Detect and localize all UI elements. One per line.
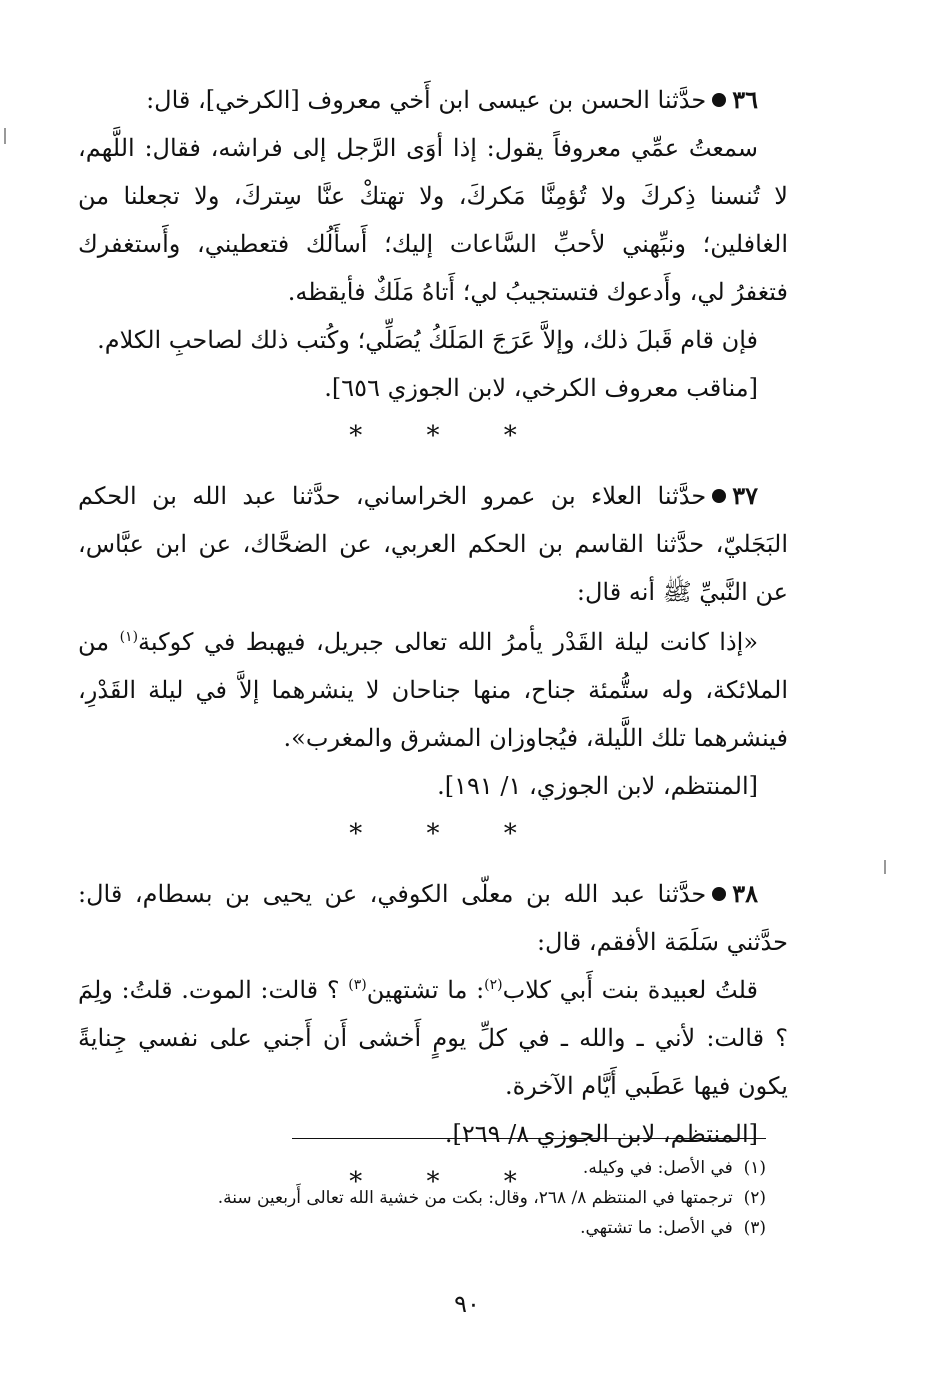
scan-mark (4, 128, 6, 144)
bullet-dot-icon (712, 887, 726, 901)
entry-number: ٣٨ (732, 879, 758, 908)
entry-source: [المنتظم، لابن الجوزي ٨/ ٢٦٩]. (444, 1120, 758, 1148)
entry-text (78, 966, 788, 1110)
footnote-marker: (١) (743, 1158, 766, 1178)
page-number: ٩٠ (454, 1290, 480, 1318)
entry-37 (78, 472, 788, 810)
entry-number: ٣٦ (732, 85, 758, 114)
section-separator: * * * (349, 819, 545, 849)
page-body (78, 76, 788, 1218)
isnad-text: حدَّثنا العلاء بن عمرو الخراساني، حدَّثنا عبد الله بن الحكم البَجَليّ، حدَّثنا القاسم بن الحكم العربي، عن الضحَّاك، عن ابن عبَّاس، عن النَّبيِّ ﷺ أنه قال: (78, 482, 788, 606)
text-segment: من الملائكة، وله ستُّمئة جناح، منها جناحان لا ينشرهما إلاَّ في ليلة القَدْرِ، فينشرهما تلك اللَّيلة، فيُجاوزان المشرق والمغرب». (78, 628, 788, 752)
entry-text (78, 618, 788, 762)
footnote-item (78, 1213, 788, 1243)
footnote-divider (292, 1138, 766, 1139)
section-separator: * * * (349, 1167, 545, 1197)
footnote-text: في الأصل: في وكيله. (582, 1158, 733, 1178)
entry-isnad (78, 76, 788, 124)
footnote-marker: (٣) (743, 1218, 766, 1238)
footnote-ref[interactable]: (١) (119, 629, 139, 645)
footnote-text: في الأصل: ما تشتهي. (580, 1218, 733, 1238)
footnote-item (78, 1183, 788, 1213)
entry-number: ٣٧ (732, 481, 758, 510)
bullet-dot-icon (712, 489, 726, 503)
entry-text: سمعتُ عمِّي معروفاً يقول: إذا أوَى الرَّجل إلى فراشه، فقال: اللَّهم، لا تُنسنا ذِكركَ ولا تُؤمِنَّا مَكركَ، ولا تهتكْ عنَّا سِتركَ، ولا تجعلنا من الغافلين؛ ونبِّهني لأحبِّ السَّاعات إليك؛ أَسأَلُك فتعطيني، وأَستغفرك فتغفرُ لي، وأَدعوك فتستجيبُ لي؛ أَتاهُ مَلَكٌ فأيقظه. (78, 134, 788, 306)
footnote-ref[interactable]: (٣) (348, 977, 367, 993)
footnote-item (78, 1153, 788, 1183)
footnote-ref[interactable]: (٢) (484, 977, 503, 993)
text-segment: «إذا كانت ليلة القَدْر يأمرُ الله تعالى جبريل، فيهبط في كوكبة (138, 628, 758, 656)
entry-source: [مناقب معروف الكرخي، لابن الجوزي ٦٥٦]. (324, 374, 758, 402)
text-segment: ؟ قالت: الموت. قلتُ: ولِمَ ؟ قالت: لأني ـ والله ـ في كلِّ يومٍ أَخشى أَن أَجني على نفسي جِنايةً يكون فيها عَطَبي أَيَّام الآخرة. (78, 976, 788, 1100)
scan-mark (884, 860, 886, 874)
entry-36 (78, 76, 788, 412)
footnotes (78, 1138, 788, 1243)
entry-source: [المنتظم، لابن الجوزي، ١/ ١٩١]. (437, 772, 758, 800)
entry-isnad (78, 472, 788, 616)
isnad-text: حدَّثنا الحسن بن عيسى ابن أَخي معروف [الكرخي]، قال: (146, 86, 707, 114)
footnote-text: ترجمتها في المنتظم ٨/ ٢٦٨، وقال: بكت من خشية الله تعالى أَربعين سنة. (217, 1188, 733, 1208)
entry-text-continued: فإن قام قَبلَ ذلك، وإلاَّ عَرَجَ المَلَكُ يُصَلِّي؛ وكُتب ذلك لصاحبِ الكلام. (97, 326, 758, 354)
bullet-dot-icon (712, 93, 726, 107)
text-segment: : ما تشتهين (366, 976, 485, 1004)
footnote-marker: (٢) (743, 1188, 766, 1208)
text-segment: قلتُ لعبيدة بنت أَبي كلاب (502, 976, 758, 1004)
isnad-text: حدَّثنا عبد الله بن معلّى الكوفي، عن يحيى بن بسطام، قال: حدَّثني سَلَمَة الأفقم، قال: (78, 880, 788, 956)
entry-38 (78, 870, 788, 1158)
section-separator: * * * (349, 421, 545, 451)
entry-isnad (78, 870, 788, 966)
